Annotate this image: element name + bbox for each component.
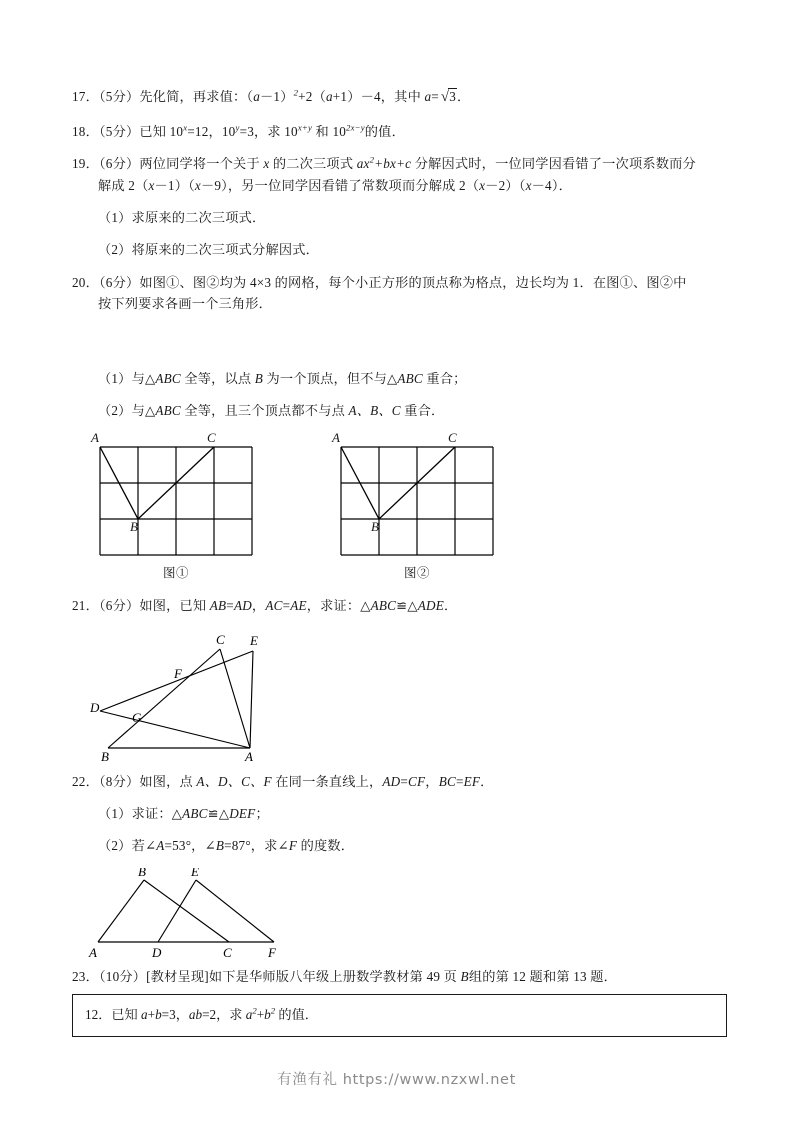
figure-21-label-E: E xyxy=(250,632,258,648)
tb-a2: a xyxy=(245,1007,253,1023)
q19-var-x1: x xyxy=(263,156,270,172)
figure-1-svg xyxy=(90,435,265,560)
q19-expr-ax: ax xyxy=(356,156,370,172)
figure-1-wrap xyxy=(90,430,265,581)
q22-s2-f: F xyxy=(288,838,298,854)
q17-dot: ． xyxy=(85,89,99,104)
question-20 xyxy=(72,272,727,293)
question-22-sub-2 xyxy=(72,835,727,856)
tb-a: a xyxy=(141,1007,148,1023)
q22-s2-p3: =87°，求∠ xyxy=(224,838,289,854)
q22-ad: AD xyxy=(382,773,401,789)
figure-21-label-A: A xyxy=(245,748,253,763)
q20-s1-p4: 重合； xyxy=(422,370,467,386)
q18-exp-y: y xyxy=(235,122,240,133)
figure-2-vertex-C: C xyxy=(448,430,457,446)
figure-1-vertex-A: A xyxy=(91,430,99,446)
q22-p3: ， xyxy=(425,773,439,789)
q22-s2-a: A xyxy=(156,838,165,854)
q21-dot: ． xyxy=(85,598,99,614)
figure-1-caption xyxy=(90,563,262,581)
q17-sqrt xyxy=(439,86,457,110)
question-19 xyxy=(72,153,727,174)
q19-l1-p2: 的二次三项式 xyxy=(269,156,357,172)
figure-2-caption-number: ② xyxy=(417,566,431,581)
tb-b: b xyxy=(155,1007,162,1023)
q23-p1: 如下是华师版八年级上册数学教材第 49 页 xyxy=(208,968,461,984)
q17-end: ． xyxy=(457,89,471,104)
q19-l2-p4: －2）（ xyxy=(485,177,526,193)
q19-l2-x1: x xyxy=(148,177,155,193)
question-19-line2 xyxy=(72,175,727,196)
question-23 xyxy=(72,966,727,987)
textbook-excerpt-box xyxy=(72,994,727,1037)
q19-l2-x4: x xyxy=(525,177,532,193)
figure-22-label-A: A xyxy=(89,944,97,960)
q20-dot: ． xyxy=(85,274,99,290)
q19-l1-p1: 两位同学将一个关于 xyxy=(139,156,264,172)
radical-icon: √ xyxy=(440,89,450,105)
tb-p3: =3， xyxy=(161,1007,189,1023)
figure-2-grid xyxy=(331,430,506,560)
figure-21-strokes xyxy=(100,649,253,748)
q20-s2-p2: 全等，且三个顶点都不与点 xyxy=(180,402,349,418)
q20-s2-p3: 重合． xyxy=(400,402,445,418)
q17-marks: （5分） xyxy=(98,89,140,104)
q21-ae: AE xyxy=(290,598,307,614)
figure-2-vertex-B: B xyxy=(371,519,379,535)
q22-p1: 如图，点 xyxy=(139,773,197,789)
q20-s1-p1: （1）与△ xyxy=(98,370,156,386)
figure-22-label-B: B xyxy=(138,867,146,879)
q22-p2: 在同一条直线上， xyxy=(271,773,383,789)
question-17 xyxy=(72,86,727,110)
figure-21-label-F: F xyxy=(174,665,182,681)
q22-s2-p1: （2）若∠ xyxy=(98,838,157,854)
q22-s1-def: DEF xyxy=(229,806,256,822)
q20-marks: （6分） xyxy=(98,274,140,290)
q20-number: 20 xyxy=(72,274,86,290)
q17-mid1: －1） xyxy=(260,89,294,104)
q18-exp-x: x xyxy=(183,122,188,133)
figure-2-wrap xyxy=(331,430,506,581)
q17-var-a2: a xyxy=(326,89,333,104)
tb-p1: 已知 xyxy=(111,1007,142,1023)
figure-22-label-C: C xyxy=(223,944,232,960)
q22-eq2: = xyxy=(455,773,464,789)
q19-number: 19 xyxy=(72,156,86,172)
question-22-figure xyxy=(72,868,727,960)
q23-group-b: B xyxy=(460,968,469,984)
q20-s2-p1: （2）与△ xyxy=(98,402,156,418)
q20-s1-p3: 为一个顶点，但不与△ xyxy=(263,370,398,386)
q21-ab: AB xyxy=(209,598,227,614)
grid-lines-1 xyxy=(100,447,252,555)
q21-marks: （6分） xyxy=(98,598,140,614)
q17-mid3: +1）－4，其中 xyxy=(332,89,425,104)
q20-line2-text: 按下列要求各画一个三角形． xyxy=(98,296,273,312)
question-21-figure xyxy=(72,631,727,763)
q18-number: 18 xyxy=(72,123,86,139)
q17-equals: = xyxy=(431,89,439,104)
figure-21-label-D: D xyxy=(90,699,100,715)
q19-l2-x3: x xyxy=(479,177,486,193)
q21-number: 21 xyxy=(72,598,86,614)
q18-and: 和 10 xyxy=(312,123,347,139)
question-20-line2 xyxy=(72,293,727,314)
q21-cong: ≌ xyxy=(396,598,408,614)
q21-eq2: = xyxy=(282,598,291,614)
q21-p2: ， xyxy=(251,598,266,614)
q18-end: 的值． xyxy=(364,123,405,139)
q21-abc: ABC xyxy=(370,598,397,614)
question-20-sub-1 xyxy=(72,368,727,389)
q18-exp-xy: x+y xyxy=(297,122,313,133)
q19-dot: ． xyxy=(85,156,99,172)
q19-expr-sup: 2 xyxy=(369,154,375,165)
q19-expr-bxc: +bx+c xyxy=(374,156,412,172)
q23-marks: （10分） xyxy=(98,968,147,984)
figure-2-vertex-A: A xyxy=(332,430,340,446)
q20-s1-abc2: ABC xyxy=(397,370,423,386)
q19-marks: （6分） xyxy=(98,156,140,172)
q22-s1-p1: （1）求证：△ xyxy=(98,806,183,822)
textbook-item-number: 12． xyxy=(85,1007,112,1023)
q19-l2-p3: －9），另一位同学因看错了常数项而分解成 2（ xyxy=(200,177,480,193)
figure-21-label-G: G xyxy=(132,709,142,725)
q19-l2-p2: －1）（ xyxy=(154,177,195,193)
tb-p5: + xyxy=(256,1007,265,1023)
q22-end: ． xyxy=(480,773,494,789)
question-19-sub-1: （1）求原来的二次三项式． xyxy=(98,210,266,226)
question-18 xyxy=(72,121,727,142)
q22-s1-abc: ABC xyxy=(182,806,208,822)
q18-dot: ． xyxy=(85,123,99,139)
tb-ab: ab xyxy=(188,1007,203,1023)
q20-s1-p2: 全等，以点 xyxy=(180,370,255,386)
q17-number: 17 xyxy=(72,89,86,104)
figure-1-caption-number: ① xyxy=(176,566,190,581)
figure-1-vertex-B: B xyxy=(130,519,138,535)
q22-s1-end: ； xyxy=(255,806,269,822)
figure-21-label-B: B xyxy=(101,748,109,763)
q23-dot: ． xyxy=(85,968,99,984)
figure-1-grid xyxy=(90,430,265,560)
q17-radicand: 3 xyxy=(449,89,457,104)
q20-s1-abc1: ABC xyxy=(155,370,181,386)
q19-l2-x2: x xyxy=(194,177,201,193)
q21-p1: 如图，已知 xyxy=(139,598,210,614)
q22-ef: EF xyxy=(463,773,481,789)
watermark: 有渔有礼 https://www.nzxwl.net xyxy=(277,1072,516,1088)
tb-p6: 的值． xyxy=(275,1007,318,1023)
q19-l1-p3: 分解因式时，一位同学因看错了一次项系数而分 xyxy=(411,156,696,172)
grid-lines-2 xyxy=(341,447,493,555)
q18-eq1: =12，10 xyxy=(187,123,236,139)
q23-number: 23 xyxy=(72,968,86,984)
q21-tri2: △ xyxy=(407,598,418,614)
tb-p2: + xyxy=(147,1007,156,1023)
question-19-sub-2: （2）将原来的二次三项式分解因式． xyxy=(98,242,319,258)
question-22 xyxy=(72,771,727,792)
q20-line1: 如图①、图②均为 4×3 的网格，每个小正方形的顶点称为格点，边长均为 1．在图①、图②中 xyxy=(139,274,687,290)
figure-1-vertex-C: C xyxy=(207,430,216,446)
q18-exp-2xy: 2x−y xyxy=(346,122,365,133)
q22-cf: CF xyxy=(408,773,426,789)
q17-mid2: +2（ xyxy=(298,89,326,104)
tb-p4: =2，求 xyxy=(202,1007,246,1023)
q20-s2-abc1: ABC xyxy=(155,402,181,418)
question-20-figures xyxy=(72,430,727,581)
q18-eq2: =3，求 10 xyxy=(239,123,298,139)
q23-p2: 组的第 12 题和第 13 题． xyxy=(468,968,618,984)
tb-b2-sup: 2 xyxy=(270,1005,276,1016)
figure-1-caption-prefix: 图 xyxy=(162,566,176,581)
q22-s1-cong: ≌ xyxy=(207,806,219,822)
q21-end: ． xyxy=(444,598,458,614)
q19-l2-p1: 解成 2（ xyxy=(98,177,149,193)
q19-l2-p5: －4）． xyxy=(531,177,573,193)
figure-2-svg xyxy=(331,435,506,560)
tb-b2: b xyxy=(264,1007,271,1023)
q17-var-a1: a xyxy=(253,89,261,104)
q20-s1-b: B xyxy=(254,370,264,386)
q22-dot: ． xyxy=(85,773,99,789)
figure-2-caption xyxy=(331,563,503,581)
q22-pts: A、D、C、F xyxy=(196,773,272,789)
q17-var-a3: a xyxy=(424,89,432,104)
q21-p3: ，求证：△ xyxy=(306,598,371,614)
q21-ad: AD xyxy=(233,598,252,614)
q18-lead: 已知 10 xyxy=(139,123,184,139)
q20-s2-pts: A、B、C xyxy=(348,402,401,418)
page-content xyxy=(72,86,727,1037)
figure-22-label-E: E xyxy=(191,867,199,879)
q17-lead: 先化简，再求值：（ xyxy=(139,89,254,104)
tb-a2-sup: 2 xyxy=(252,1005,257,1016)
q22-bc: BC xyxy=(438,773,456,789)
question-21 xyxy=(72,595,727,616)
q22-s2-p2: =53°，∠ xyxy=(164,838,216,854)
figure-21-label-C: C xyxy=(216,631,225,647)
figure-22-label-D: D xyxy=(152,944,162,960)
q22-s2-b: B xyxy=(215,838,225,854)
q21-ac: AC xyxy=(265,598,283,614)
q22-number: 22 xyxy=(72,773,86,789)
question-20-sub-2 xyxy=(72,400,727,421)
q21-eq1: = xyxy=(226,598,234,614)
figure-2-caption-prefix: 图 xyxy=(403,566,417,581)
q22-s1-t2: △ xyxy=(218,806,230,822)
q21-ade: ADE xyxy=(417,598,444,614)
figure-22-strokes xyxy=(98,880,274,942)
figure-21-svg xyxy=(90,631,300,763)
q18-marks: （5分） xyxy=(98,123,140,139)
figure-22-svg xyxy=(86,868,306,960)
q17-exponent: 2 xyxy=(293,87,299,98)
q22-marks: （8分） xyxy=(98,773,140,789)
q22-eq1: = xyxy=(400,773,409,789)
q22-s2-p4: 的度数． xyxy=(297,838,355,854)
question-22-sub-1 xyxy=(72,803,727,824)
q23-tag: [教材呈现] xyxy=(146,968,209,984)
figure-22-label-F: F xyxy=(268,944,276,960)
